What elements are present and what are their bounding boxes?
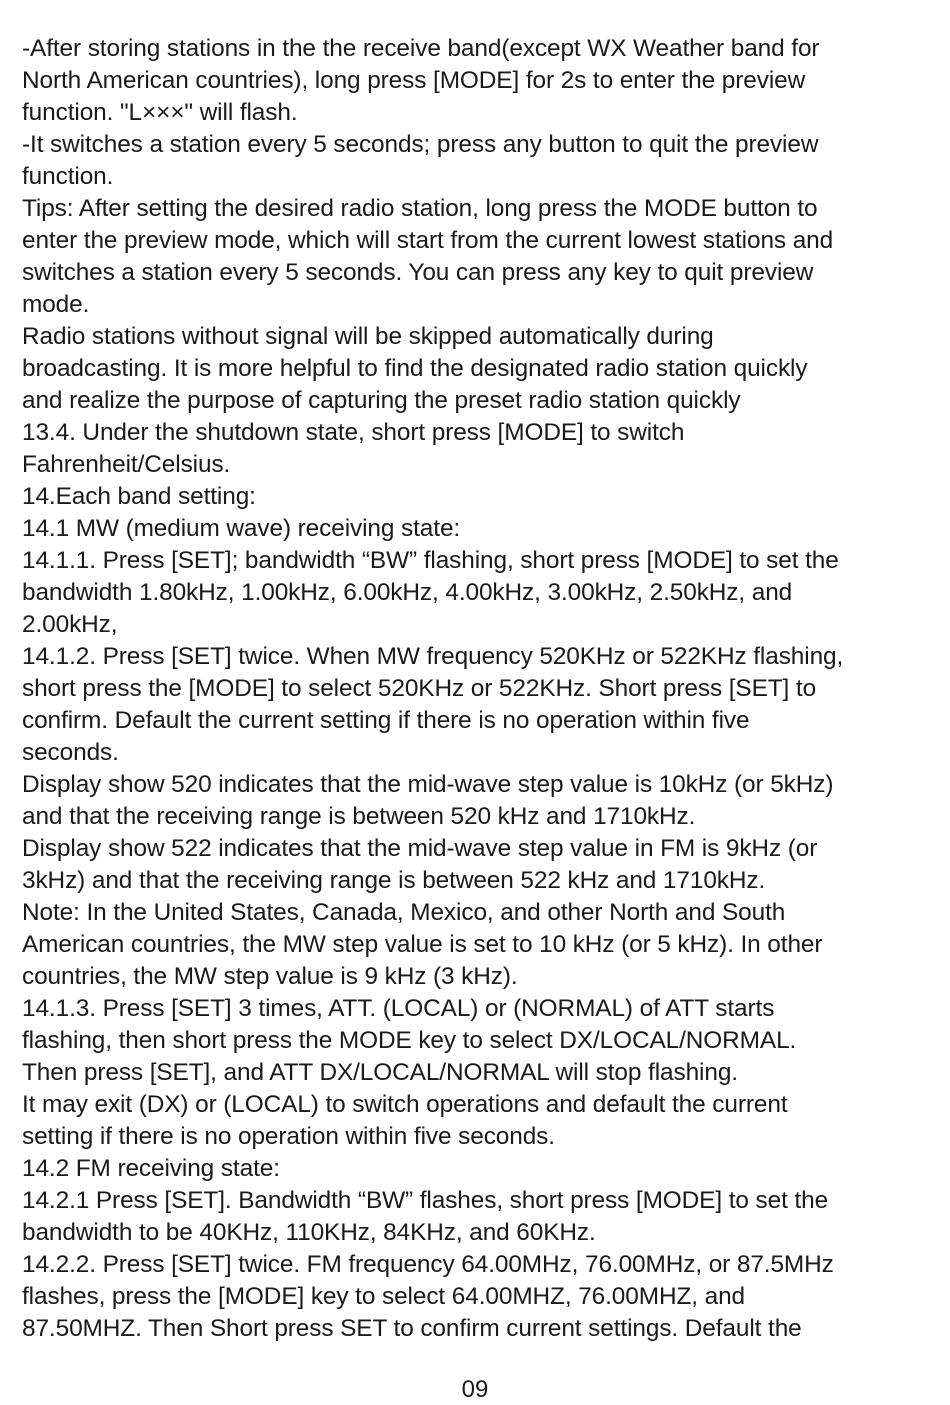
manual-page-body bbox=[22, 33, 932, 1345]
text-line: 14.1.3. Press [SET] 3 times, ATT. (LOCAL) or (NORMAL) of ATT starts bbox=[22, 995, 775, 1022]
text-line: Display show 522 indicates that the mid-wave step value in FM is 9kHz (or bbox=[22, 835, 818, 862]
text-line: 2.00kHz, bbox=[22, 611, 118, 638]
text-line: short press the [MODE] to select 520KHz or 522KHz. Short press [SET] to bbox=[22, 675, 817, 702]
text-line: 13.4. Under the shutdown state, short press [MODE] to switch bbox=[22, 419, 685, 446]
text-line: Then press [SET], and ATT DX/LOCAL/NORMAL will stop flashing. bbox=[22, 1059, 738, 1086]
text-line: 14.2.1 Press [SET]. Bandwidth “BW” flashes, short press [MODE] to set the bbox=[22, 1187, 829, 1214]
text-line: countries, the MW step value is 9 kHz (3 kHz). bbox=[22, 963, 518, 990]
text-line: flashing, then short press the MODE key to select DX/LOCAL/NORMAL. bbox=[22, 1027, 797, 1054]
text-line: Note: In the United States, Canada, Mexico, and other North and South bbox=[22, 899, 786, 926]
text-line: 3kHz) and that the receiving range is between 522 kHz and 1710kHz. bbox=[22, 867, 766, 894]
text-line: bandwidth 1.80kHz, 1.00kHz, 6.00kHz, 4.00kHz, 3.00kHz, 2.50kHz, and bbox=[22, 579, 793, 606]
text-line: Display show 520 indicates that the mid-wave step value is 10kHz (or 5kHz) bbox=[22, 771, 834, 798]
text-line: American countries, the MW step value is set to 10 kHz (or 5 kHz). In other bbox=[22, 931, 823, 958]
text-line: bandwidth to be 40KHz, 110KHz, 84KHz, and 60KHz. bbox=[22, 1219, 596, 1246]
text-line: 14.2.2. Press [SET] twice. FM frequency 64.00MHz, 76.00MHz, or 87.5MHz bbox=[22, 1251, 834, 1278]
text-line: and that the receiving range is between 520 kHz and 1710kHz. bbox=[22, 803, 696, 830]
text-line: mode. bbox=[22, 291, 90, 318]
text-line: switches a station every 5 seconds. You can press any key to quit preview bbox=[22, 259, 814, 286]
text-line: North American countries), long press [MODE] for 2s to enter the preview bbox=[22, 67, 806, 94]
text-line: confirm. Default the current setting if there is no operation within five bbox=[22, 707, 750, 734]
text-line: and realize the purpose of capturing the preset radio station quickly bbox=[22, 387, 741, 414]
text-line: Tips: After setting the desired radio station, long press the MODE button to bbox=[22, 195, 818, 222]
text-line: function. bbox=[22, 163, 114, 190]
text-line: 14.1.2. Press [SET] twice. When MW frequency 520KHz or 522KHz flashing, bbox=[22, 643, 844, 670]
text-line: It may exit (DX) or (LOCAL) to switch operations and default the current bbox=[22, 1091, 788, 1118]
text-line: seconds. bbox=[22, 739, 119, 766]
text-line: setting if there is no operation within five seconds. bbox=[22, 1123, 555, 1150]
text-line: Fahrenheit/Celsius. bbox=[22, 451, 231, 478]
text-line: function. "L×××" will flash. bbox=[22, 99, 298, 126]
text-line: 14.1.1. Press [SET]; bandwidth “BW” flashing, short press [MODE] to set the bbox=[22, 547, 839, 574]
text-line: 87.50MHZ. Then Short press SET to confirm current settings. Default the bbox=[22, 1315, 802, 1342]
text-line: broadcasting. It is more helpful to find the designated radio station quickly bbox=[22, 355, 808, 382]
text-line: 14.2 FM receiving state: bbox=[22, 1155, 280, 1182]
page-number: 09 bbox=[461, 1376, 489, 1403]
text-line: -It switches a station every 5 seconds; press any button to quit the preview bbox=[22, 131, 819, 158]
text-line: flashes, press the [MODE] key to select 64.00MHZ, 76.00MHZ, and bbox=[22, 1283, 746, 1310]
text-line: enter the preview mode, which will start from the current lowest stations and bbox=[22, 227, 834, 254]
text-line: -After storing stations in the the receive band(except WX Weather band for bbox=[22, 35, 820, 62]
text-line: 14.Each band setting: bbox=[22, 483, 256, 510]
text-line: 14.1 MW (medium wave) receiving state: bbox=[22, 515, 461, 542]
text-line: Radio stations without signal will be skipped automatically during bbox=[22, 323, 714, 350]
